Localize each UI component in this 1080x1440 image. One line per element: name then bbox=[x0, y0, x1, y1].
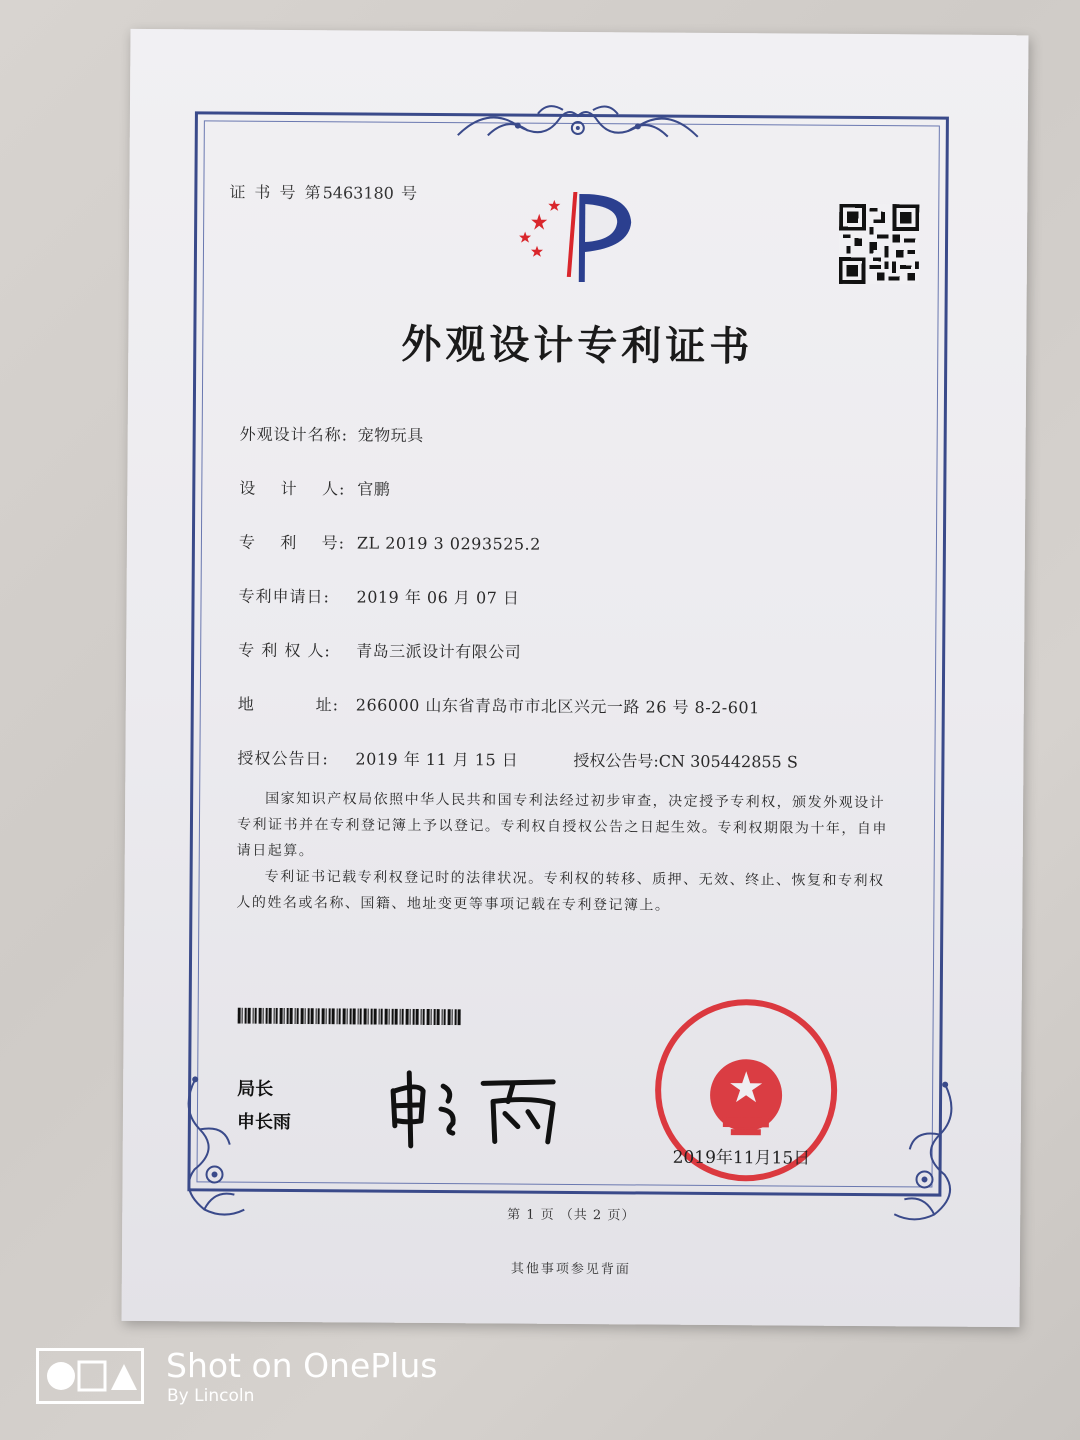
field-patentee: 专 利 权 人: 青岛三派设计有限公司 bbox=[238, 640, 522, 662]
camera-watermark bbox=[36, 1346, 456, 1416]
certificate-title: 外观设计专利证书 bbox=[401, 320, 754, 371]
top-ornament bbox=[448, 95, 708, 147]
cnipa-logo-icon bbox=[509, 182, 650, 293]
qr-code-icon bbox=[839, 204, 920, 285]
barcode-icon bbox=[238, 1008, 464, 1026]
field-designer: 设 计 人: 官鹏 bbox=[239, 478, 391, 499]
field-design-name: 外观设计名称: 宠物玩具 bbox=[239, 424, 424, 445]
cert-no-label: 证 书 号 第 bbox=[229, 182, 323, 203]
certificate-number bbox=[229, 180, 419, 204]
field-grant-date: 授权公告日: 2019 年 11 月 15 日 bbox=[237, 748, 519, 770]
body-paragraph-1: 国家知识产权局依照中华人民共和国专利法经过初步审查，决定授予专利权，颁发外观设计专利证书并在专利登记簿上予以登记。专利权自授权公告之日起生效。专利权期限为十年，自申请日起算。 bbox=[236, 790, 889, 860]
watermark-subtitle: By Lincoln bbox=[167, 1386, 255, 1406]
cert-no-suffix: 号 bbox=[400, 183, 420, 203]
page-number: 第 1 页 （共 2 页） bbox=[507, 1207, 636, 1224]
field-patent-no: 专 利 号: ZL 2019 3 0293525.2 bbox=[238, 532, 541, 554]
field-filing-date: 专利申请日: 2019 年 06 月 07 日 bbox=[238, 586, 520, 608]
watermark-title: Shot on OnePlus bbox=[166, 1346, 438, 1385]
cert-no-value: 5463180 bbox=[322, 183, 394, 203]
certificate-paper bbox=[122, 29, 1029, 1327]
camera-shapes-icon bbox=[36, 1348, 144, 1404]
director-name: 申长雨 bbox=[236, 1111, 291, 1134]
certificate-body-text bbox=[236, 786, 899, 921]
seal-date: 2019年11月15日 bbox=[672, 1147, 811, 1169]
field-grant-no: 授权公告号:CN 305442855 S bbox=[573, 750, 798, 772]
field-address: 地 址: 266000 山东省青岛市市北区兴元一路 26 号 8-2-601 bbox=[237, 694, 760, 718]
body-paragraph-2: 专利证书记载专利权登记时的法律状况。专利权的转移、质押、无效、终止、恢复和专利权人的姓名或名称、国籍、地址变更等事项记载在专利登记簿上。 bbox=[236, 868, 885, 914]
handwritten-signature bbox=[383, 1061, 584, 1152]
director-title: 局长 bbox=[237, 1078, 274, 1100]
footer-note: 其他事项参见背面 bbox=[510, 1261, 631, 1278]
